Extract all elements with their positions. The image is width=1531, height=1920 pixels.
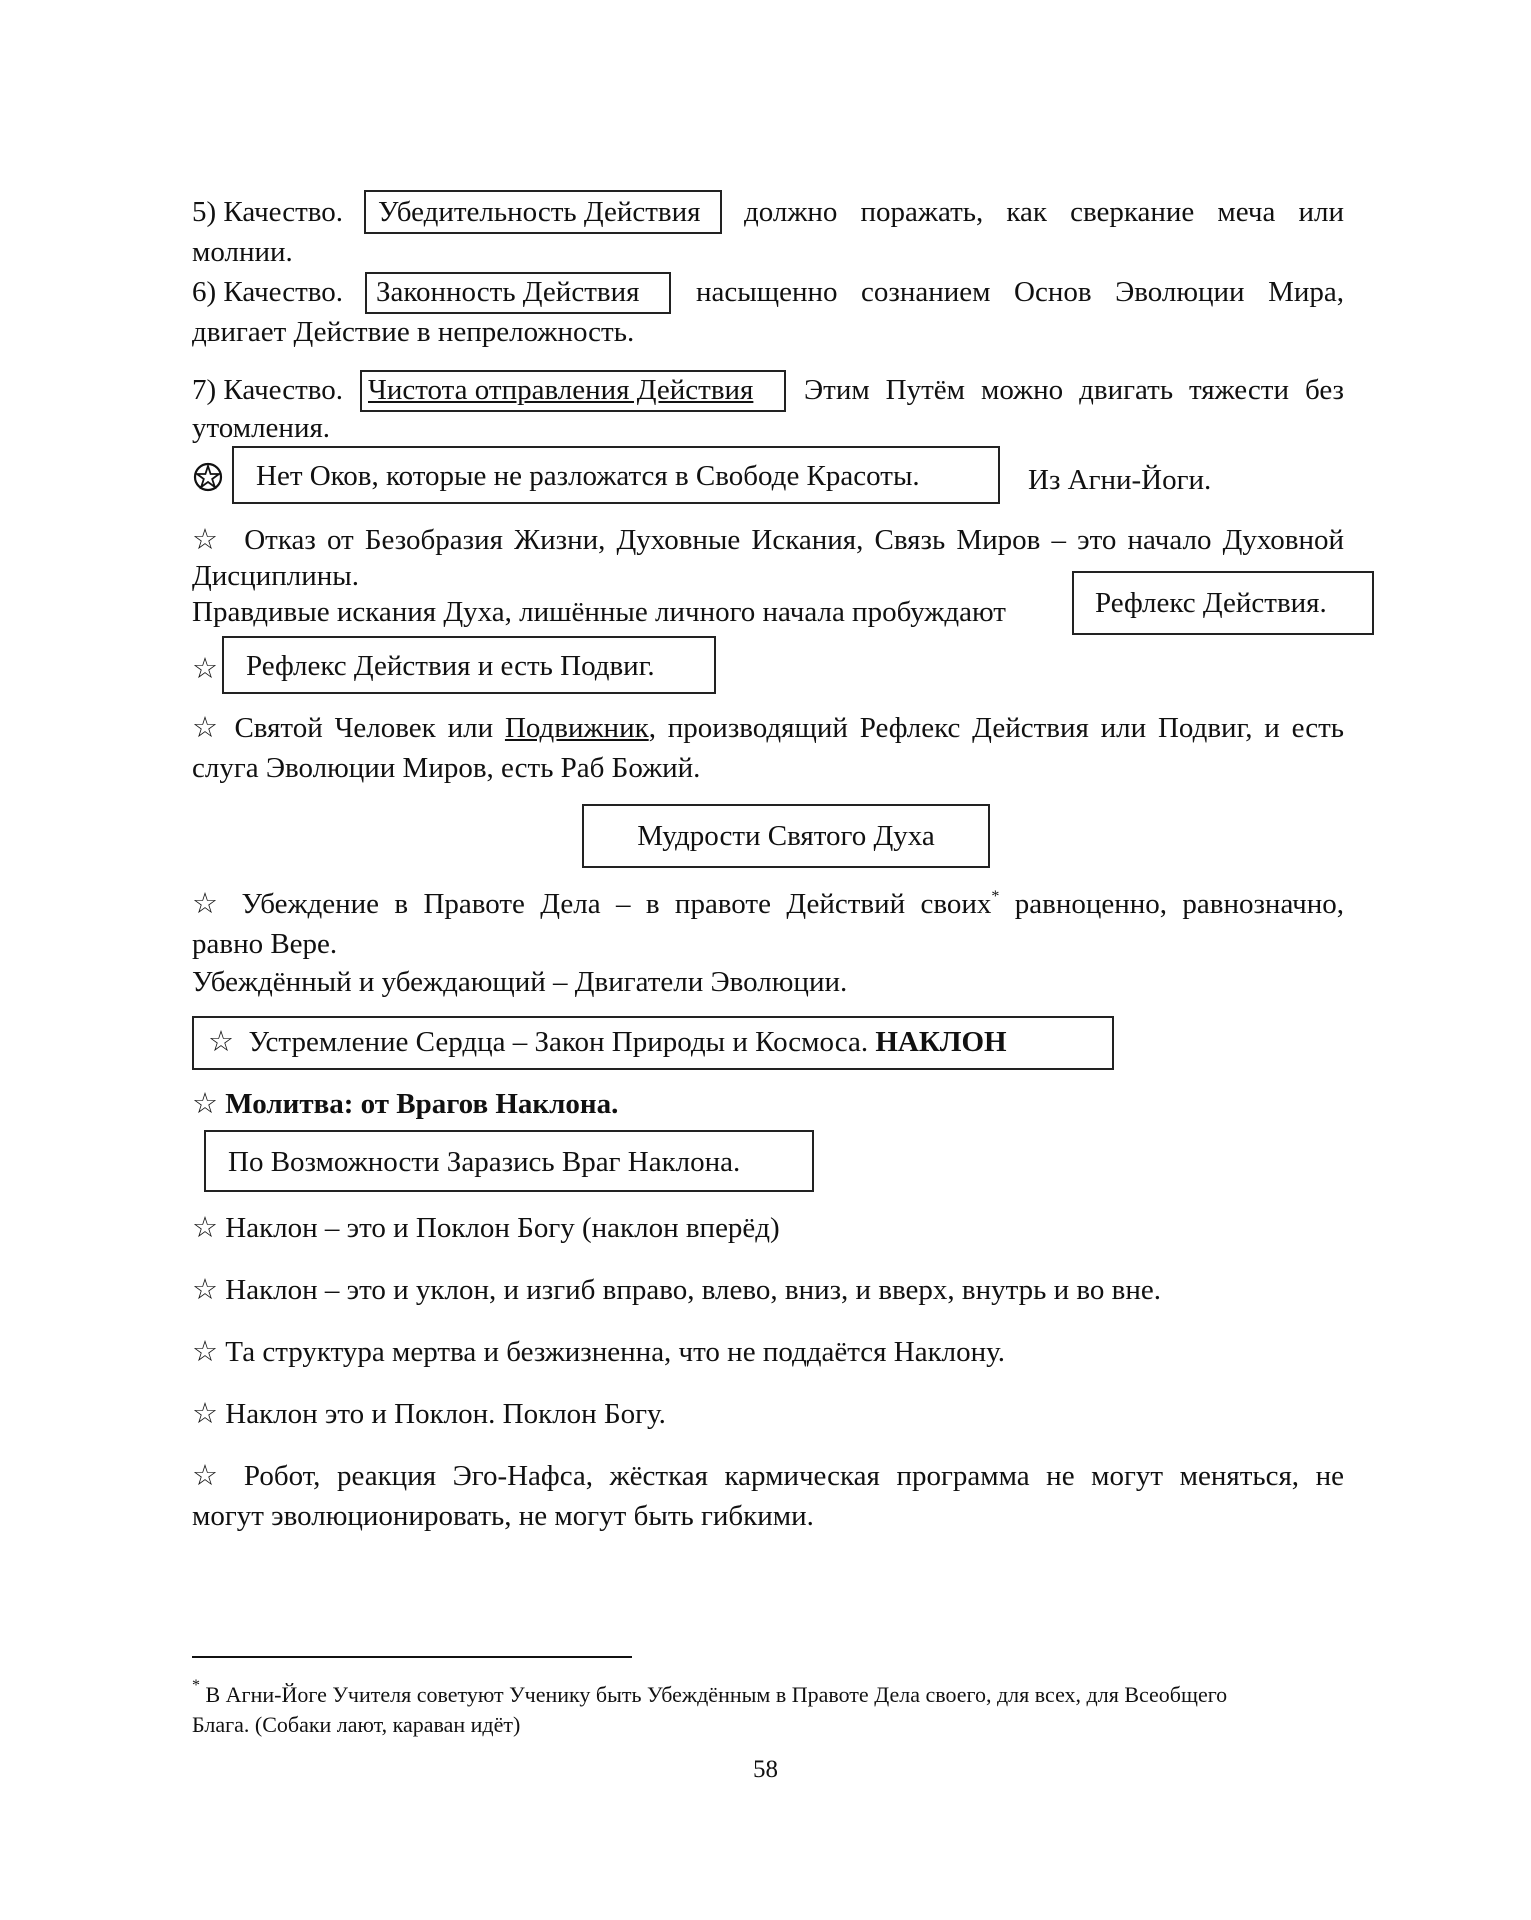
footnote-line1 [192, 1677, 1228, 1710]
p7-rest [804, 372, 1344, 408]
list-item-text: Та структура мертва и безжизненна, что не поддаётся Наклону. [225, 1336, 1005, 1368]
p7-box-text: Чистота отправления Действия [368, 374, 754, 406]
robot-body: Робот, реакция Эго-Нафса, жёсткая кармическая программа не могут меняться, не [243, 1460, 1345, 1492]
p6-line2: двигает Действие в непреложность. [192, 316, 635, 348]
footnote-rule [192, 1656, 632, 1658]
list-item-text: Наклон это и Поклон. Поклон Богу. [225, 1398, 666, 1430]
robot-line2: могут эволюционировать, не могут быть гибкими. [192, 1500, 814, 1532]
list-item [192, 1272, 1161, 1308]
svyatoy-pre: Святой Человек или [234, 712, 505, 744]
star-icon: ☆ [192, 1088, 218, 1120]
footnote-ref: * [991, 888, 1000, 905]
star-icon: ☆ [208, 1026, 234, 1058]
list-item [192, 1396, 666, 1432]
p6-rest [696, 274, 1344, 310]
molitva-box-text: По Возможности Заразись Враг Наклона. [228, 1146, 741, 1178]
ubezhdenie-rest: равноценно, равнозначно, [1014, 888, 1345, 920]
robot-line1 [192, 1458, 1344, 1494]
footnote-line2: Блага. (Собаки лают, караван идёт) [192, 1712, 521, 1737]
svyatoy-line2: слуга Эволюции Миров, есть Раб Божий. [192, 752, 701, 784]
reflex-box-text: Рефлекс Действия. [1095, 587, 1327, 619]
star-icon: ☆ [192, 888, 227, 920]
otkaz-line3: Правдивые искания Духа, лишённые личного начала пробуждают [192, 596, 1006, 628]
star-icon: ☆ [192, 712, 223, 744]
p7-line2: утомления. [192, 412, 331, 444]
pentacle-icon [193, 462, 223, 492]
agni-source: Из Агни-Йоги. [1028, 464, 1212, 496]
ubezhdenie-line1-text [192, 886, 1344, 922]
star-icon: ☆ [192, 524, 222, 556]
otkaz-line2: Дисциплины. [192, 560, 359, 592]
star-icon: ☆ [192, 1212, 218, 1244]
svyatoy-line1 [192, 710, 1344, 746]
p5-rest [744, 194, 1344, 230]
ubezhdenie-main: Убеждение в Правоте Дела – в правоте Действий своих [241, 888, 992, 920]
p6-box-text: Законность Действия [376, 276, 640, 308]
svyatoy-underlined: Подвижник [504, 712, 649, 744]
otkaz-line1 [192, 522, 1344, 558]
list-item [192, 1334, 1005, 1370]
svyatoy-line1-text [192, 710, 1344, 746]
page-number: 58 [753, 1756, 778, 1783]
p5-lead: 5) Качество. [192, 196, 344, 228]
ustremlenie-bold: НАКЛОН [875, 1026, 1007, 1058]
podvig-star: ☆ [192, 653, 218, 685]
ustremlenie-text [208, 1024, 1007, 1060]
otkaz-line1-body: Отказ от Безобразия Жизни, Духовные Искания, Связь Миров – это начало Духовной [244, 524, 1345, 556]
molitva-heading [192, 1086, 618, 1122]
footnote-text: В Агни-Йоге Учителя советуют Ученику быть Убеждённым в Правоте Дела своего, для всех, для Всеобщего [205, 1682, 1228, 1707]
ubezhdenie-line1 [192, 886, 1344, 922]
agni-quote-text: Нет Оков, которые не разложатся в Свободе Красоты. [256, 460, 920, 492]
svyatoy-post: , производящий Рефлекс Действия или Подвиг, и есть [648, 712, 1344, 744]
p6-lead: 6) Качество. [192, 276, 344, 308]
p5-line2: молнии. [192, 236, 293, 268]
p6-rest-text: насыщенно сознанием Основ Эволюции Мира, [696, 276, 1344, 308]
ubezhdenie-line2: равно Вере. [192, 928, 338, 960]
p5-box-text: Убедительность Действия [378, 196, 701, 228]
molitva-bold: Молитва: от Врагов Наклона. [225, 1088, 619, 1120]
podvig-box-text: Рефлекс Действия и есть Подвиг. [246, 650, 655, 682]
star-icon: ☆ [192, 1336, 218, 1368]
star-icon: ☆ [192, 1460, 228, 1492]
list-item-text: Наклон – это и уклон, и изгиб вправо, влево, вниз, и вверх, внутрь и во вне. [225, 1274, 1161, 1306]
star-icon: ☆ [192, 1274, 218, 1306]
wisdom-box-text: Мудрости Святого Духа [637, 820, 935, 852]
p7-lead: 7) Качество. [192, 374, 344, 406]
robot-line1-text [192, 1458, 1344, 1494]
ubezhdenie-line3: Убеждённый и убеждающий – Двигатели Эволюции. [192, 966, 848, 998]
list-item-text: Наклон – это и Поклон Богу (наклон вперёд) [225, 1212, 780, 1244]
p5-rest-text: должно поражать, как сверкание меча или [744, 196, 1344, 228]
footnote-mark: * [192, 1677, 200, 1694]
ustremlenie-body: Устремление Сердца – Закон Природы и Космоса. [248, 1026, 869, 1058]
list-item [192, 1210, 780, 1246]
otkaz-line1-text [192, 522, 1344, 558]
p7-rest-text: Этим Путём можно двигать тяжести без [804, 374, 1344, 406]
star-icon: ☆ [192, 1398, 218, 1430]
